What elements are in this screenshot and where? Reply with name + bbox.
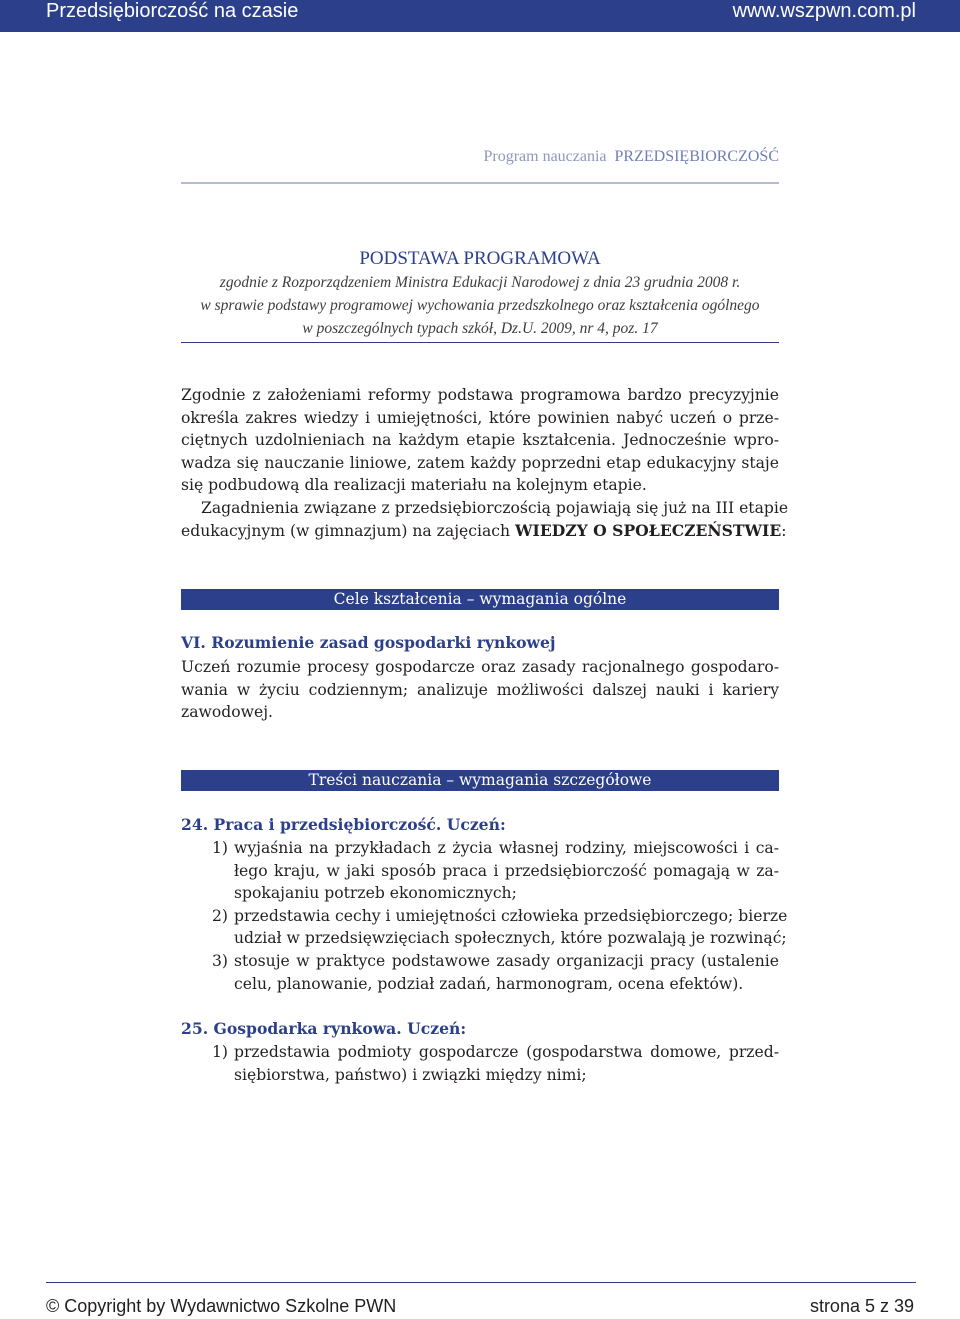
text-line: Uczeń rozumie procesy gospodarcze oraz zasady racjonalnego gospodaro-: [181, 658, 779, 676]
basis-line: w sprawie podstawy programowej wychowania przedszkolnego oraz kształcenia ogólnego: [200, 297, 760, 314]
item-number: 1): [212, 1043, 229, 1061]
text-line: zawodowej.: [181, 703, 273, 722]
text-line: udział w przedsięwzięciach społecznych, które pozwalają je rozwinąć;: [234, 929, 787, 948]
section-25-list: [212, 1041, 779, 1086]
list-item: [212, 1041, 779, 1086]
content-banner: Treści nauczania – wymagania szczegółowe: [181, 770, 779, 791]
text-line: przedstawia cechy i umiejętności człowieka przedsiębiorczego; bierze: [234, 906, 788, 925]
text-line: przedstawia podmioty gospodarcze (gospodarstwa domowe, przed-: [234, 1043, 779, 1061]
running-head-subject: PRZEDSIĘBIORCZOŚĆ: [614, 148, 779, 165]
text-line: Zgodnie z założeniami reformy podstawa programowa bardzo precyzyjnie: [181, 386, 779, 404]
list-item: [212, 905, 788, 950]
running-head: [483, 148, 779, 166]
section-24-heading: 24. Praca i przedsiębiorczość. Uczeń:: [181, 815, 506, 834]
text-line: siębiorstwa, państwo) i związki między nimi;: [234, 1065, 587, 1084]
text-line: stosuje w praktyce podstawowe zasady organizacji pracy (ustalenie: [234, 951, 779, 970]
text-line: łego kraju, w jaki sposób praca i przedsiębiorczość pomagają w za-: [234, 861, 779, 880]
text-line: ciętnych uzdolnieniach na każdym etapie kształcenia. Jednocześnie wpro-: [181, 431, 779, 450]
subject-name: WIEDZY O SPOŁECZEŃSTWIE: [515, 520, 782, 540]
list-item: [212, 950, 779, 995]
text-line: wania w życiu codziennym; analizuje możliwości dalszej nauki i kariery: [181, 680, 779, 699]
website-link[interactable]: www.wszpwn.com.pl: [732, 0, 916, 22]
intro-paragraph: [181, 384, 789, 542]
footer-divider: [46, 1282, 916, 1283]
goals-banner: Cele kształcenia – wymagania ogólne: [181, 589, 779, 610]
basis-divider: [181, 342, 779, 343]
document-title: Przedsiębiorczość na czasie: [46, 0, 299, 22]
basis-line: zgodnie z Rozporządzeniem Ministra Edukacji Narodowej z dnia 23 grudnia 2008 r.: [219, 274, 741, 291]
top-bar: [0, 0, 960, 32]
text-line: celu, planowanie, podział zadań, harmonogram, ocena efektów).: [234, 974, 744, 993]
text-line: się podbudową dla realizacji materiału na kolejnym etapie.: [181, 476, 647, 495]
text-line: wyjaśnia na przykładach z życia własnej rodziny, miejscowości i ca-: [234, 839, 779, 857]
text-line: wadza się nauczanie liniowe, zatem każdy poprzedni etap edukacyjny staje: [181, 453, 779, 472]
text-line: spokajaniu potrzeb ekonomicznych;: [234, 884, 517, 903]
basis-title: PODSTAWA PROGRAMOWA: [359, 248, 601, 269]
list-item: [212, 837, 779, 905]
copyright-notice: © Copyright by Wydawnictwo Szkolne PWN: [46, 1296, 397, 1316]
section-24-list: [212, 837, 788, 995]
goals-heading: VI. Rozumienie zasad gospodarki rynkowej: [181, 633, 556, 652]
page-number: strona 5 z 39: [809, 1296, 914, 1316]
text-line: Zagadnienia związane z przedsiębiorczością pojawiają się już na III etapie: [201, 498, 789, 517]
item-number: 1): [212, 839, 229, 857]
text-line: określa zakres wiedzy i umiejętności, które powinien nabyć uczeń o prze-: [181, 408, 779, 427]
text-run: edukacyjnym (w gimnazjum) na zajęciach: [181, 521, 516, 540]
text-line: [181, 520, 787, 543]
item-number: 3): [212, 951, 229, 970]
goals-paragraph: [181, 656, 779, 724]
text-run: :: [781, 521, 787, 540]
item-number: 2): [212, 906, 229, 925]
basis-line: w poszczególnych typach szkół, Dz.U. 2009, nr 4, poz. 17: [302, 320, 658, 337]
section-25-heading: 25. Gospodarka rynkowa. Uczeń:: [181, 1019, 467, 1038]
running-head-prefix: Program nauczania: [483, 148, 607, 165]
header-divider: [181, 182, 779, 184]
